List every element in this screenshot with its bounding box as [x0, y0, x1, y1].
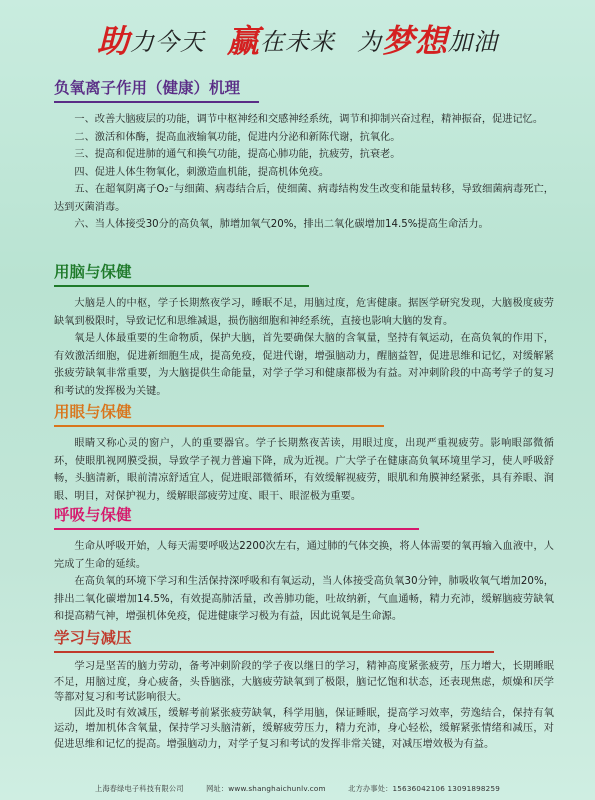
paragraph: 大脑是人的中枢，学子长期熬夜学习，睡眠不足，用脑过度，危害健康。据医学研究发现，大脑极度疲劳缺氧到极限时，导致记忆和思维减退，损伤脑细胞和神经系统，直接也影响大脑的发育。	[54, 298, 554, 327]
slogan-part: 在未来	[260, 27, 335, 56]
paragraph: 氧是人体最重要的生命物质，保护大脑，首先要确保大脑的含氧量，坚持有氧运动，在高负氧的作用下，有效激活细胞，促进新细胞生成，提高免疫，促进代谢，增强脑动力，醒脑益智，促进思维和记忆，对缓解紧张疲劳缺氧非常重要，为大脑提供生命能量，对学子学习和健康都极为有益。对冲刺阶段的中高考学子的复习和考试的发挥极为关键。	[54, 333, 554, 397]
slogan-part: 梦想	[382, 22, 449, 60]
footer-office: 北方办事处：15636042106 13091898259	[348, 784, 501, 793]
paragraph: 眼睛又称心灵的窗户，人的重要器官。学子长期熬夜苦读，用眼过度，出现严重视疲劳。影响眼部微循环，使眼肌视网膜受损，导致学子视力普遍下降，成为近视。广大学子在健康高负氧环境里学习，使人呼吸舒畅，头脑清新，眼前清凉舒适宜人，促进眼部微循环，有效缓解视疲劳，眼肌和角膜神经紧张，具有养眼、润眼、明目，对保护视力，缓解眼部疲劳过度、眼干、眼涩极为重要。	[54, 438, 554, 502]
slogan-part: 力今天	[129, 27, 205, 56]
section-divider	[54, 651, 494, 653]
paragraph: 学习是坚苦的脑力劳动，备考冲刺阶段的学子夜以继日的学习，精神高度紧张疲劳，压力增大，长期睡眠不足，用脑过度，身心疲备，头昏脑涨，大脑疲劳缺氧到了极限，脑记忆饱和状态，还表现焦虑，烦燥和厌学等都对复习和考试影响很大。	[54, 661, 554, 704]
slogan-part: 加油	[448, 27, 499, 56]
section-divider	[54, 528, 419, 530]
section-breathing-health	[54, 505, 554, 626]
paragraph: 二、激活和体酶，提高血液输氧功能，促进内分泌和新陈代谢，抗氧化。	[74, 131, 401, 143]
footer	[0, 784, 595, 794]
section-title: 用眼与保健	[54, 403, 132, 421]
section-study-stress	[54, 628, 554, 753]
paragraph: 生命从呼吸开始，人每天需要呼吸达2200次左右，通过肺的气体交换，将人体需要的氧再输入血液中，人完成了生命的延续。	[54, 541, 554, 570]
section-divider	[54, 101, 259, 103]
footer-company: 上海春绿电子科技有限公司	[94, 784, 184, 793]
paragraph: 三、提高和促进肺的通气和换气功能，提高心肺功能，抗疲劳，抗衰老。	[74, 149, 401, 160]
footer-website: 网址：www.shanghaichunlv.com	[206, 784, 326, 793]
section-divider	[54, 425, 384, 427]
paragraph: 因此及时有效减压，缓解考前紧张疲劳缺氧，科学用脑，保证睡眠，提高学习效率，劳逸结合，保持有氧运动，增加机体含氧量，保持学习头脑清新，缓解疲劳压力，精力充沛，身心轻松，缓解紧张情绪和减压，对促进思维和记忆的提高。增强脑动力，对学子复习和考试的发挥非常关键，对减压增效极为有益。	[54, 707, 554, 750]
section-title: 呼吸与保健	[54, 506, 132, 524]
paragraph: 五、在超氧阴离子O₂⁻与细菌、病毒结合后，使细菌、病毒结构发生改变和能量转移，导致细菌病毒死亡，达到灭菌消毒。	[54, 184, 554, 213]
section-negative-ion	[54, 78, 554, 234]
section-title: 负氧离子作用（健康）机理	[54, 79, 241, 97]
slogan-part: 赢	[226, 22, 260, 60]
section-title: 学习与减压	[54, 629, 132, 647]
paragraph: 六、当人体接受30分的高负氧，肺增加氧气20%，排出二氧化碳增加14.5%提高生命活力。	[74, 219, 489, 230]
paragraph: 四、促进人体生物氧化，刺激造血机能，提高机体免疫。	[74, 166, 330, 178]
paragraph: 一、改善大脑疲层的功能，调节中枢神经和交感神经系统，调节和抑制兴奋过程，精神振奋，促进记忆。	[74, 114, 544, 125]
section-eye-health	[54, 402, 554, 505]
slogan-part: 助	[96, 22, 130, 60]
paragraph: 在高负氧的环境下学习和生活保持深呼吸和有氧运动，当人体接受高负氧30分钟，肺吸收氧气增加20%，排出二氧化碳增加14.5%，有效提高肺活量，改善肺功能，吐故纳新，气血通畅，精力充沛，缓解脑疲劳缺氧和提高精气神，增强机体免疫，促进健康学习极为有益，因此说氧是生命源。	[54, 576, 554, 622]
slogan-part: 为	[357, 27, 382, 56]
section-brain-health	[54, 262, 554, 400]
slogan-banner	[0, 10, 595, 68]
section-divider	[54, 285, 309, 287]
section-title: 用脑与保健	[54, 263, 132, 281]
